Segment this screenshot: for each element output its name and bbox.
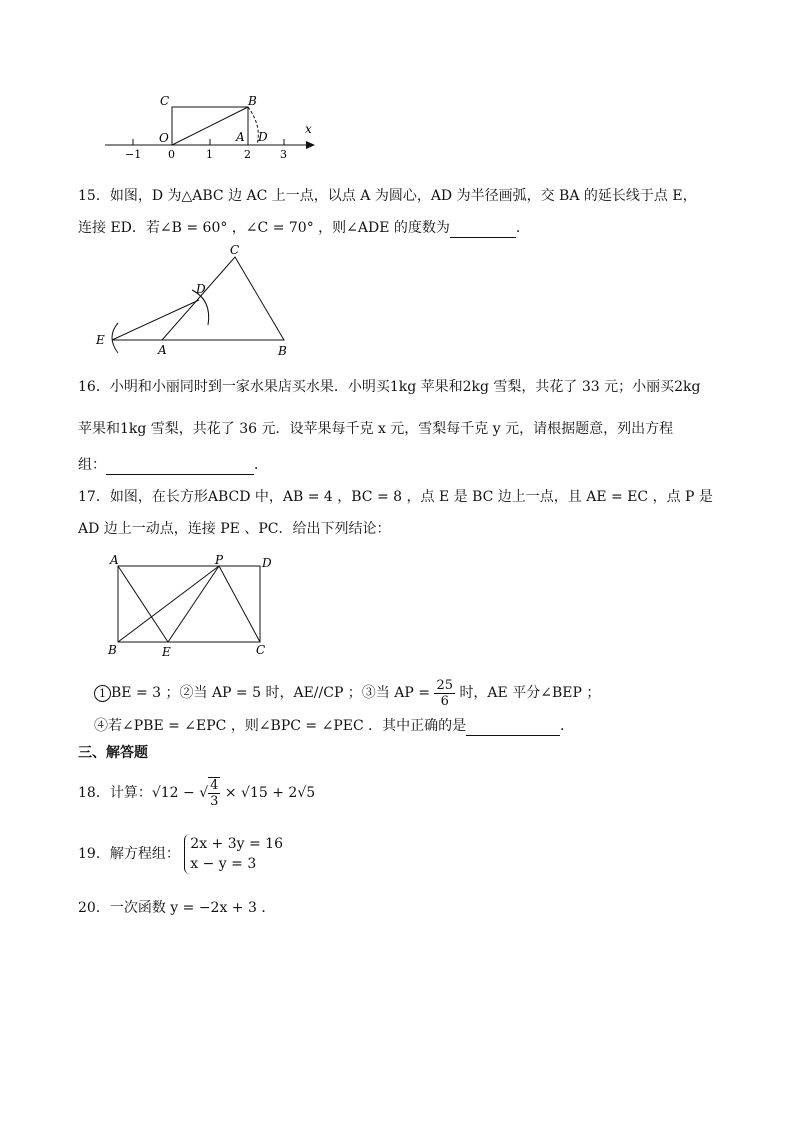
tri-label-B: B	[278, 344, 287, 358]
label-O: O	[159, 131, 169, 145]
q17-line1	[78, 487, 713, 507]
q18-fraction	[208, 777, 220, 809]
label-D: D	[258, 130, 268, 144]
rect-label-C: C	[256, 643, 266, 657]
equation-2: x − y = 3	[190, 856, 257, 872]
q15-line2	[78, 218, 530, 238]
q19-label: 解方程组：	[109, 846, 180, 862]
section-heading: 三、解答题	[78, 745, 148, 761]
tri-label-E: E	[96, 333, 105, 347]
q17-line2	[78, 519, 390, 539]
q18-expr-b: × √15 + 2√5	[224, 785, 316, 801]
figure-rectangle-abcd	[105, 553, 280, 658]
q17-answer-blank[interactable]	[466, 721, 560, 736]
q16-text3: 组：	[78, 457, 106, 473]
q18-label: 计算：	[109, 785, 152, 801]
q17-text1: 如图，在长方形ABCD 中，AB = 4 ，BC = 8 ，点 E 是 BC 边上一点，且 AE = EC ，点 P 是	[109, 489, 713, 505]
q20-text: 一次函数 y = −2x + 3 ．	[109, 900, 276, 916]
rect-label-P: P	[215, 553, 224, 567]
q16-line3	[78, 455, 268, 475]
tick-3: 3	[280, 148, 287, 160]
tri-label-A: A	[158, 343, 167, 357]
tri-label-D: D	[196, 282, 206, 296]
tick-0: 0	[168, 148, 175, 160]
label-B: B	[248, 94, 257, 108]
tri-label-C: C	[230, 245, 240, 257]
q15-line1	[78, 186, 697, 206]
rect-label-D: D	[262, 556, 272, 570]
q17-conclusions-2	[94, 716, 574, 736]
q18-number: 18．	[78, 785, 110, 801]
fraction-numerator: 25	[436, 677, 453, 693]
q18-fraction-numerator: 4	[210, 778, 219, 793]
rect-label-E: E	[162, 645, 171, 658]
q16-answer-blank[interactable]	[106, 460, 254, 475]
q15-answer-blank[interactable]	[450, 223, 516, 238]
fraction-denominator: 6	[440, 693, 449, 709]
label-x: x	[305, 122, 312, 136]
q16-period: ．	[254, 457, 268, 473]
rect-label-A: A	[110, 553, 119, 567]
q15-number: 15．	[78, 188, 110, 204]
q18-expr-a: √12 −	[151, 785, 195, 801]
q18-fraction-denominator: 3	[210, 794, 219, 809]
q19-line	[78, 834, 283, 874]
q19-number: 19．	[78, 846, 110, 862]
tick-2: 2	[244, 148, 251, 160]
q15-text2: 连接 ED．若∠B = 60° ，∠C = 70° ，则∠ADE 的度数为	[78, 220, 450, 236]
q17-conclusion-text2: 时，AE 平分∠BEP ；	[459, 685, 601, 701]
circled-number-1: 1	[94, 685, 111, 702]
q17-conclusion-text3: ④若∠PBE = ∠EPC ，则∠BPC = ∠PEC ．其中正确的是	[94, 718, 467, 734]
q20-number: 20．	[78, 900, 110, 916]
q20-line	[78, 898, 275, 918]
q17-conclusion-text1: BE = 3 ；②当 AP = 5 时，AE//CP ；③当 AP =	[111, 685, 430, 701]
label-A: A	[236, 130, 245, 144]
q16-number: 16．	[78, 379, 110, 395]
tick-neg1: −1	[125, 148, 142, 160]
q16-line2	[78, 419, 673, 439]
tick-1: 1	[206, 148, 213, 160]
equation-system	[184, 834, 283, 874]
q16-line1	[78, 377, 701, 397]
fraction-25-6	[434, 678, 455, 709]
label-C: C	[160, 94, 170, 108]
q18-line: 18．计算：√12 − √ $\frac{4}{3}$ × √15 + 2√5	[78, 778, 316, 809]
figure-triangle-abc	[92, 245, 302, 360]
equation-1: 2x + 3y = 16	[190, 836, 283, 852]
q17-number: 17．	[78, 489, 110, 505]
rect-label-B: B	[108, 643, 117, 657]
q15-period: ．	[515, 220, 530, 236]
figure-number-line	[100, 90, 330, 160]
q17-conclusions-1	[94, 676, 600, 710]
q17-period: ．	[560, 718, 575, 734]
q16-text1: 小明和小丽同时到一家水果店买水果．小明买1kg 苹果和2kg 雪梨，共花了 33 元；小丽买2kg	[109, 379, 701, 395]
q15-text1: 如图，D 为△ABC 边 AC 上一点，以点 A 为圆心，AD 为半径画弧，交 BA 的延长线于点 E，	[109, 188, 697, 204]
q16-text2: 苹果和1kg 雪梨，共花了 36 元．设苹果每千克 x 元，雪梨每千克 y 元，请根据题意，列出方程	[78, 421, 674, 437]
q17-text2: AD 边上一动点，连接 PE 、PC．给出下列结论：	[78, 521, 391, 537]
